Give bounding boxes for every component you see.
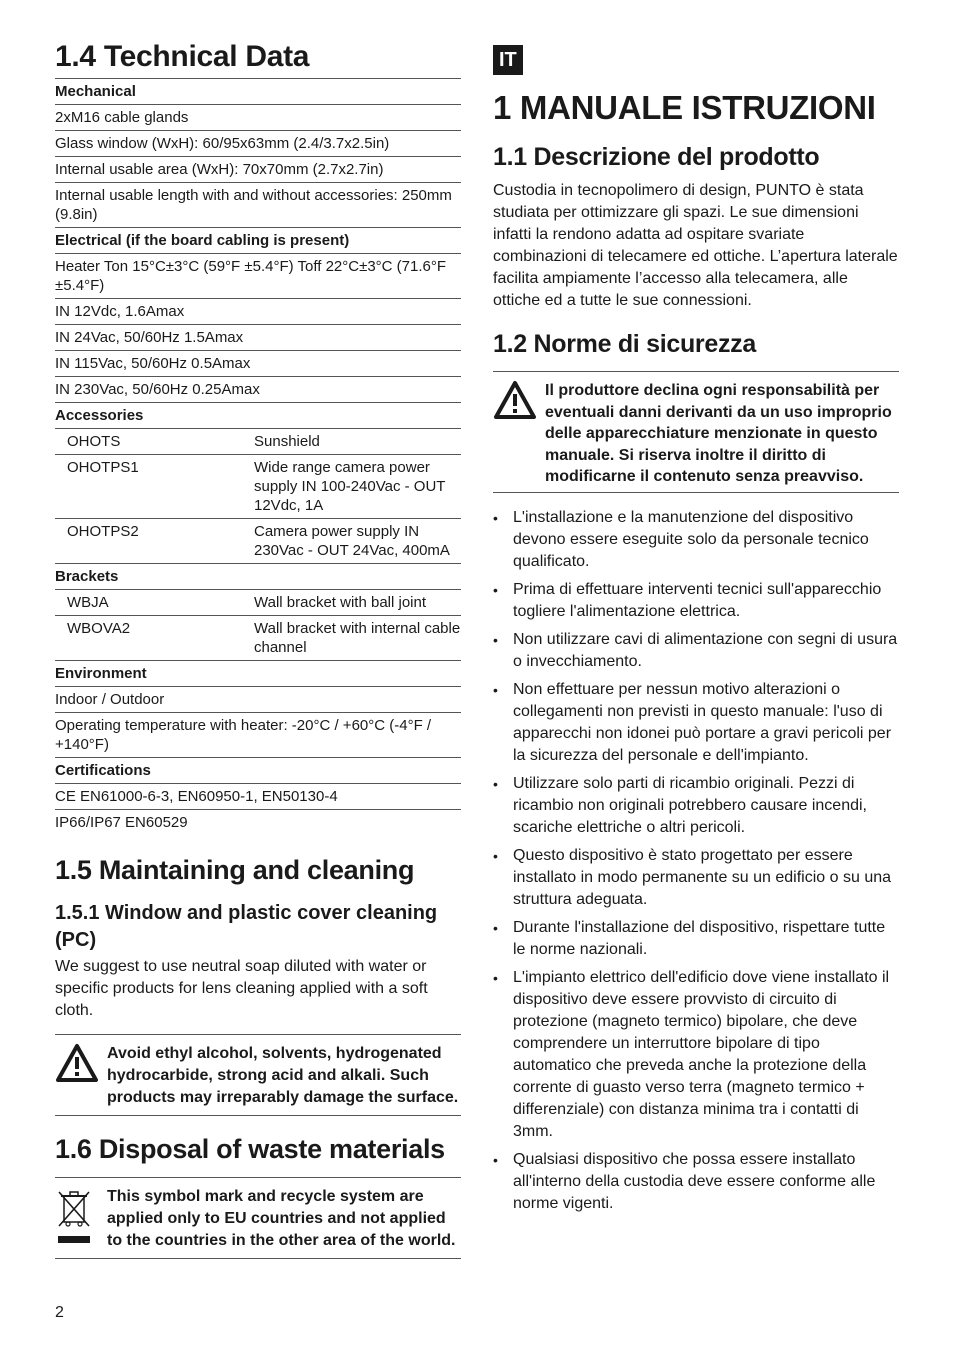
page-number: 2 — [55, 1304, 64, 1321]
table-row — [55, 299, 461, 325]
table-row — [55, 455, 461, 519]
spec-value: Internal usable length with and without accessories: 250mm (9.8in) — [55, 183, 461, 228]
language-badge: IT — [493, 45, 523, 75]
accessory-description: Wide range camera power supply IN 100-240Vac - OUT 12Vdc, 1A — [254, 455, 461, 519]
table-section-row — [55, 661, 461, 687]
spec-value: Internal usable area (WxH): 70x70mm (2.7x2.7in) — [55, 157, 461, 183]
maintaining-heading: 1.5 Maintaining and cleaning — [55, 855, 415, 885]
table-section-row — [55, 79, 461, 105]
manual-title: 1 MANUALE ISTRUZIONI — [493, 89, 876, 126]
description-paragraph: Custodia in tecnopolimero di design, PUNTO è stata studiata per ottimizzare gli spazi. Le sue dimensioni infatti la rendono adatta ad ospitare svariate combinazioni di telecamere ed ottiche. L’apertura laterale facilita ampiamente l’accesso alla telecamera, alle ottiche ed a tutte le sue connessioni. — [493, 182, 898, 309]
section-label: Mechanical — [55, 79, 461, 105]
accessory-code: OHOTPS1 — [55, 455, 254, 519]
table-row — [55, 713, 461, 758]
table-row — [55, 616, 461, 661]
accessory-description: Sunshield — [254, 429, 461, 455]
accessory-code: OHOTS — [55, 429, 254, 455]
spec-value: Heater Ton 15°C±3°C (59°F ±5.4°F) Toff 22°C±3°C (71.6°F ±5.4°F) — [55, 254, 461, 299]
table-section-row — [55, 564, 461, 590]
spec-value: CE EN61000-6-3, EN60950-1, EN50130-4 — [55, 784, 461, 810]
table-row — [55, 590, 461, 616]
table-row — [55, 784, 461, 810]
table-row — [55, 429, 461, 455]
list-item: • Questo dispositivo è stato progettato per essere installato in modo permanente su un edificio o su una struttura adeguata. — [493, 845, 899, 911]
spec-value: IN 12Vdc, 1.6Amax — [55, 299, 461, 325]
spec-value: 2xM16 cable glands — [55, 105, 461, 131]
left-column — [55, 40, 461, 1259]
technical-data-heading: 1.4 Technical Data — [55, 40, 310, 73]
table-row — [55, 325, 461, 351]
warning-icon — [55, 1043, 107, 1109]
disposal-text: This symbol mark and recycle system are applied only to EU countries and not applied to the countries in the other area of the world. — [107, 1188, 456, 1249]
table-row — [55, 687, 461, 713]
cleaning-warning-box — [55, 1034, 461, 1116]
spec-value: IN 230Vac, 50/60Hz 0.25Amax — [55, 377, 461, 403]
list-item: • Non utilizzare cavi di alimentazione con segni di usura o invecchiamento. — [493, 629, 899, 673]
accessory-code: WBJA — [55, 590, 254, 616]
cleaning-paragraph: We suggest to use neutral soap diluted with water or specific products for lens cleaning applied with a soft cloth. — [55, 958, 428, 1019]
list-item: • L'installazione e la manutenzione del dispositivo devono essere eseguite solo da personale tecnico qualificato. — [493, 507, 899, 573]
safety-bullet-list — [493, 507, 899, 1215]
spec-value: Glass window (WxH): 60/95x63mm (2.4/3.7x2.5in) — [55, 131, 461, 157]
warning-icon — [493, 380, 545, 488]
accessory-description: Wall bracket with ball joint — [254, 590, 461, 616]
table-row — [55, 131, 461, 157]
table-row — [55, 377, 461, 403]
table-row — [55, 183, 461, 228]
disposal-heading: 1.6 Disposal of waste materials — [55, 1134, 445, 1164]
accessory-description: Wall bracket with internal cable channel — [254, 616, 461, 661]
cleaning-warning-text: Avoid ethyl alcohol, solvents, hydrogenated hydrocarbide, strong acid and alkali. Such products may irreparably damage the surface. — [107, 1045, 459, 1106]
list-item: • Prima di effettuare interventi tecnici sull'apparecchio togliere l'alimentazione elettrica. — [493, 579, 899, 623]
section-label: Brackets — [55, 564, 461, 590]
section-label: Certifications — [55, 758, 461, 784]
spec-value: Indoor / Outdoor — [55, 687, 461, 713]
safety-warning-box — [493, 371, 899, 493]
table-row — [55, 351, 461, 377]
right-column — [493, 40, 899, 1221]
table-row — [55, 519, 461, 564]
accessory-code: OHOTPS2 — [55, 519, 254, 564]
disposal-box — [55, 1177, 461, 1259]
table-section-row — [55, 758, 461, 784]
weee-bin-icon — [55, 1186, 107, 1252]
spec-value: Operating temperature with heater: -20°C / +60°C (-4°F / +140°F) — [55, 713, 461, 758]
table-section-row — [55, 228, 461, 254]
description-heading: 1.1 Descrizione del prodotto — [493, 143, 820, 171]
safety-heading: 1.2 Norme di sicurezza — [493, 330, 756, 358]
accessory-code: WBOVA2 — [55, 616, 254, 661]
list-item: • Utilizzare solo parti di ricambio originali. Pezzi di ricambio non originali potrebbero causare incendi, scariche elettriche o altri pericoli. — [493, 773, 899, 839]
table-row — [55, 810, 461, 836]
spec-value: IN 115Vac, 50/60Hz 0.5Amax — [55, 351, 461, 377]
section-label: Accessories — [55, 403, 461, 429]
accessory-description: Camera power supply IN 230Vac - OUT 24Vac, 400mA — [254, 519, 461, 564]
table-row — [55, 254, 461, 299]
cleaning-subheading: 1.5.1 Window and plastic cover cleaning (PC) — [55, 902, 438, 951]
list-item: • L'impianto elettrico dell'edificio dove viene installato il dispositivo deve essere provvisto di circuito di protezione (magneto termico) bipolare, che deve comprendere un interruttore bipolare di tipo automatico che preveda anche la protezione della corrente di guasto verso terra (magneto termico + differenziale) con distanza minima tra i contatti di 3mm. — [493, 967, 899, 1143]
list-item: • Durante l'installazione del dispositivo, rispettare tutte le norme nazionali. — [493, 917, 899, 961]
spec-value: IP66/IP67 EN60529 — [55, 810, 461, 836]
table-row — [55, 157, 461, 183]
section-label: Environment — [55, 661, 461, 687]
spec-value: IN 24Vac, 50/60Hz 1.5Amax — [55, 325, 461, 351]
table-row — [55, 105, 461, 131]
table-section-row — [55, 403, 461, 429]
section-label: Electrical (if the board cabling is present) — [55, 228, 461, 254]
safety-warning-text: Il produttore declina ogni responsabilità per eventuali danni derivanti da un uso improprio delle apparecchiature menzionate in questo manuale. Si riserva inoltre il diritto di modificarne il contenuto senza preavviso. — [545, 382, 892, 485]
technical-data-table — [55, 78, 461, 835]
list-item: • Non effettuare per nessun motivo alterazioni o collegamenti non previsti in questo manuale: l'uso di apparecchi non idonei può portare a gravi pericoli per la sicurezza del personale e dell'impianto. — [493, 679, 899, 767]
list-item: • Qualsiasi dispositivo che possa essere installato all'interno della custodia deve essere conforme alle norme vigenti. — [493, 1149, 899, 1215]
